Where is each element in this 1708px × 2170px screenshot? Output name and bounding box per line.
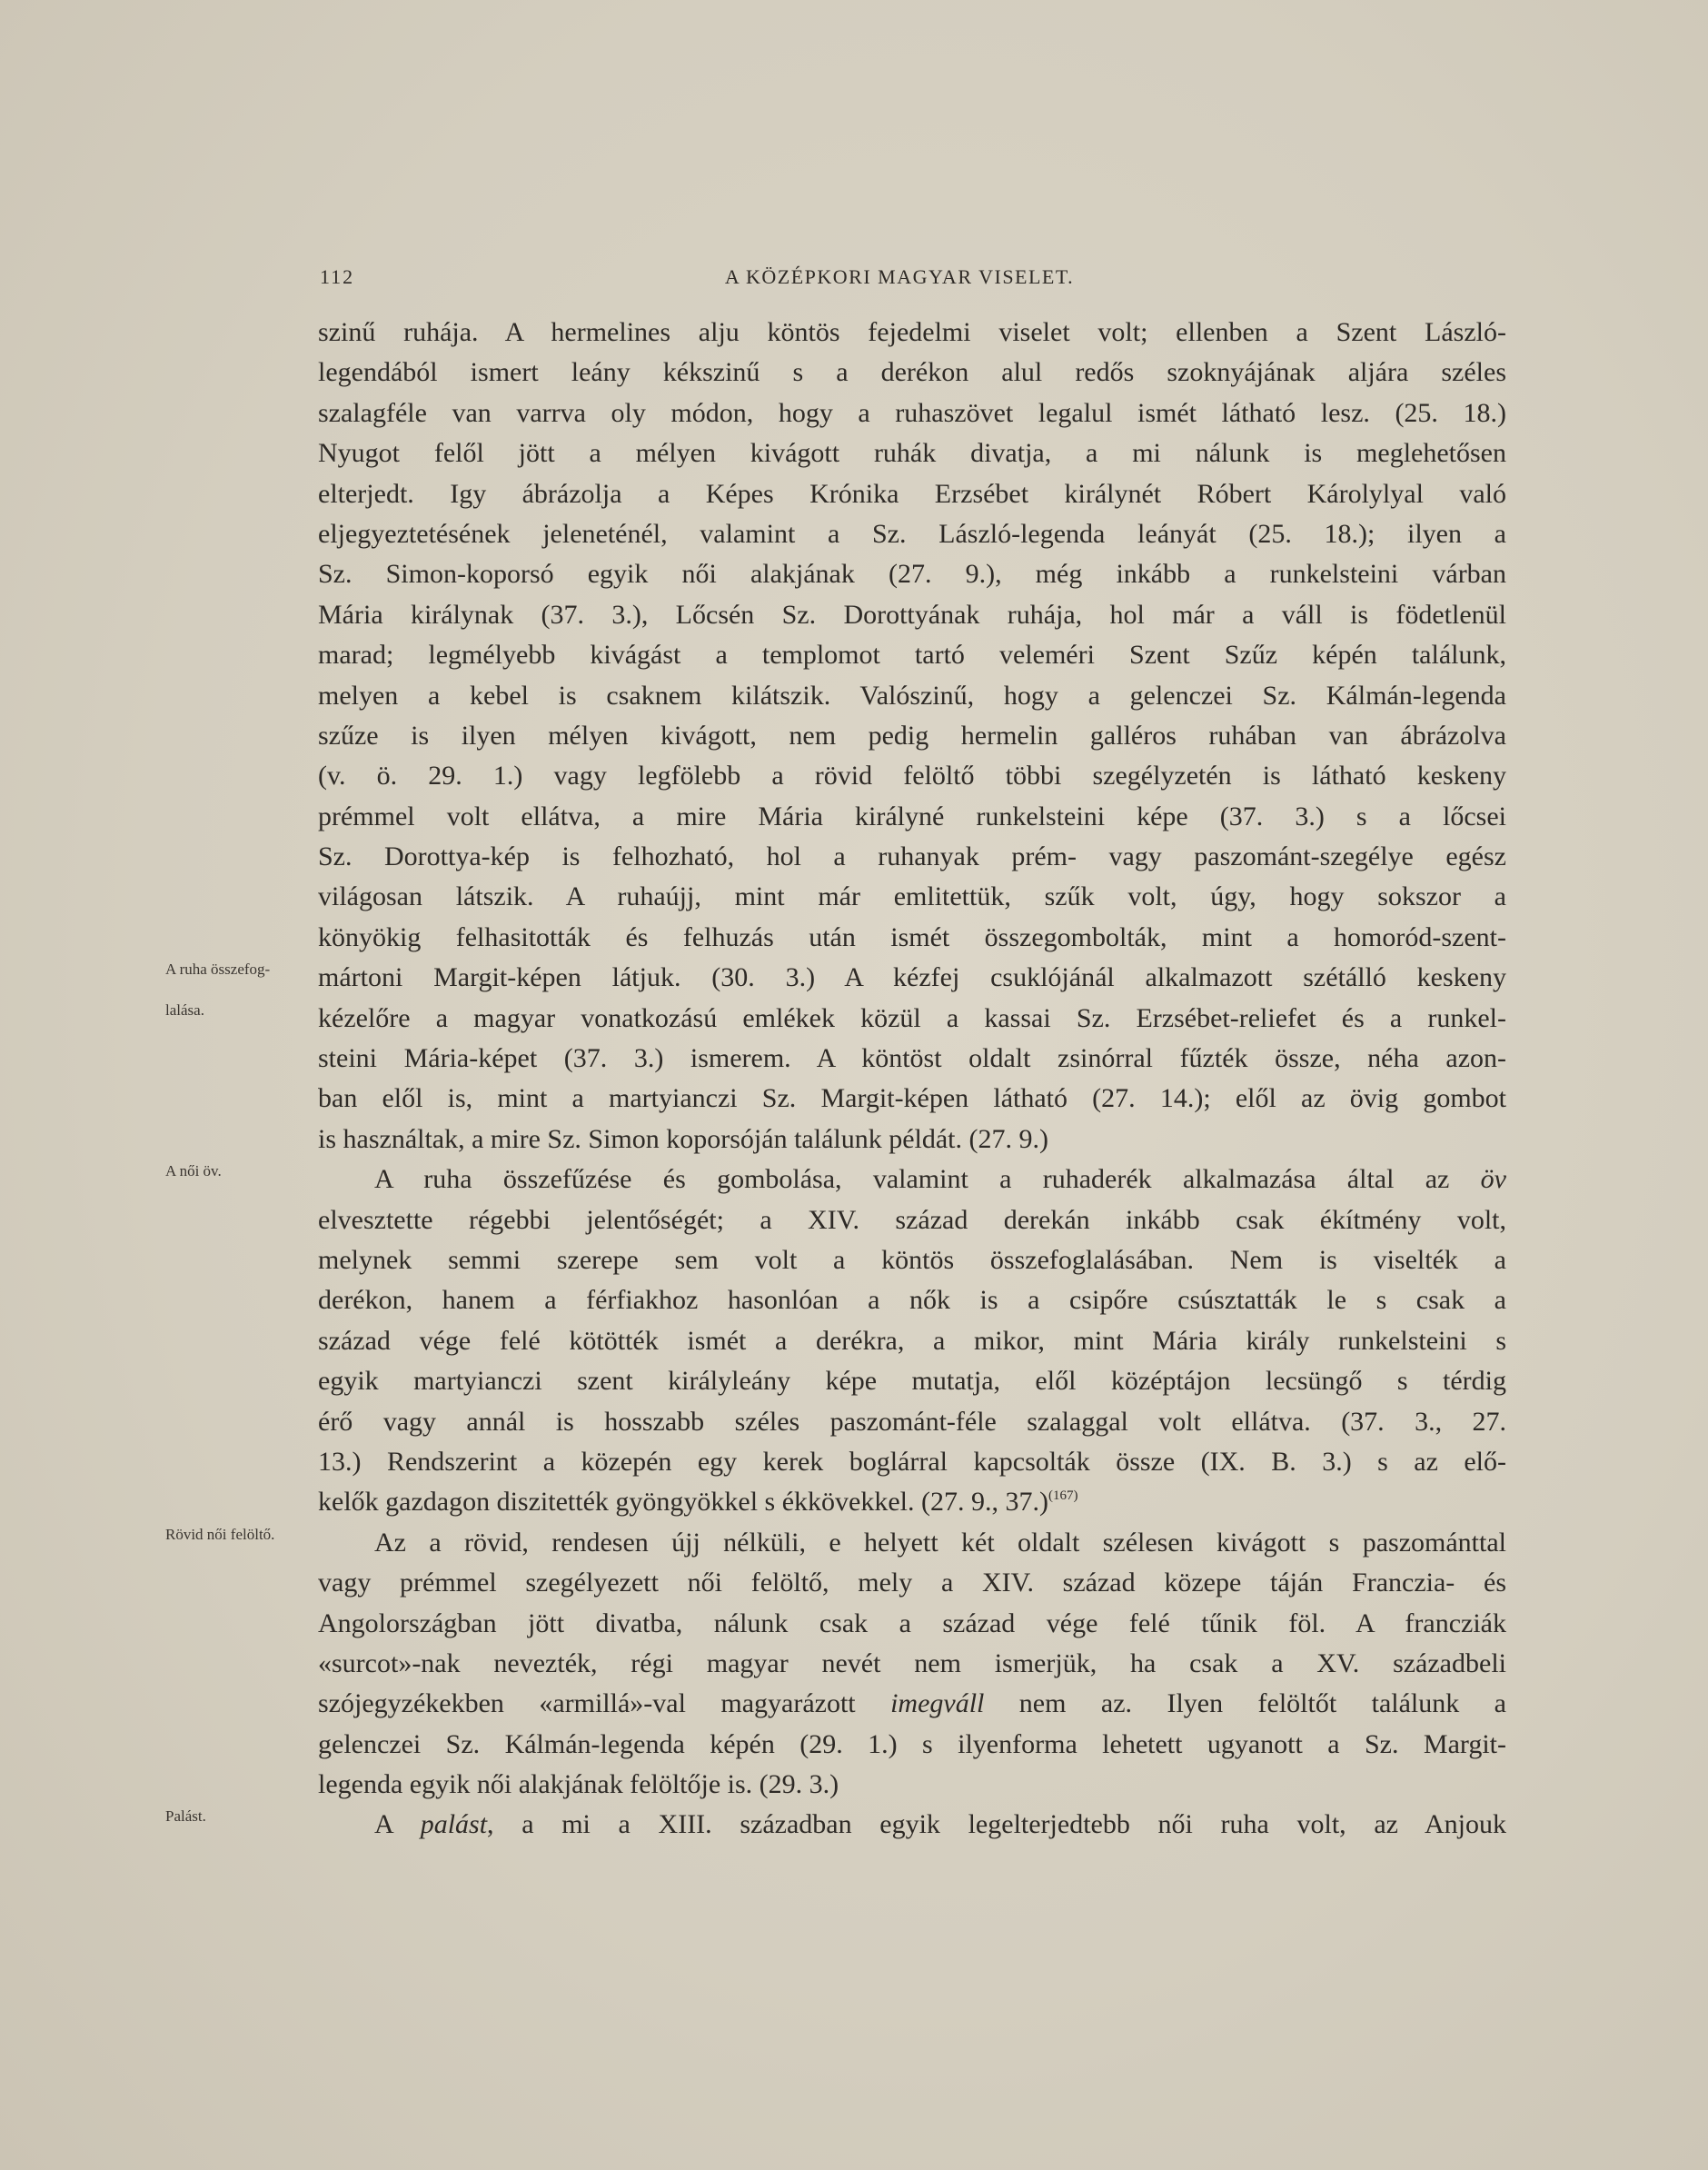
italic-term: imegváll: [890, 1688, 985, 1719]
text-line: [318, 514, 1506, 554]
text-line: [318, 1321, 1506, 1361]
text-line: [318, 877, 1506, 917]
text-segment: mártoni Margit-képen látjuk. (30. 3.) A kézfej csuklójánál alkalmazott szétálló keskeny: [318, 962, 1506, 993]
text-line: [318, 797, 1506, 837]
text-line: [165, 1160, 1506, 1199]
text-line: [318, 1563, 1506, 1603]
text-segment: könyökig felhasitották és felhuzás után ismét összegombolták, mint a homoród-szent-: [318, 921, 1506, 952]
italic-term: öv: [1480, 1164, 1506, 1195]
text-segment: ban elől is, mint a martyianczi Sz. Margit-képen látható (27. 14.); elől az övig gombot: [318, 1083, 1506, 1114]
text-line: [318, 1442, 1506, 1482]
text-segment: elterjedt. Igy ábrázolja a Képes Krónika Erzsébet királynét Róbert Károlylyal való: [318, 478, 1506, 509]
text-line: [165, 958, 1506, 998]
text-segment: is használtak, a mire Sz. Simon koporsóján találunk példát. (27. 9.): [318, 1123, 1048, 1154]
text-line: [318, 474, 1506, 514]
text-segment: Az a rövid, rendesen újj nélküli, e helyett két oldalt szélesen kivágott s paszománttal: [374, 1527, 1506, 1558]
text-line: [318, 1240, 1506, 1280]
text-line: [318, 918, 1506, 958]
text-line: [165, 1805, 1506, 1845]
footnote-ref: (167): [1048, 1488, 1078, 1504]
text-segment: marad; legmélyebb kivágást a templomot tartó veleméri Szent Szűz képén találunk,: [318, 640, 1506, 671]
text-line: [318, 1280, 1506, 1320]
text-segment: prémmel volt ellátva, a mire Mária királyné runkelsteini képe (37. 3.) s a lőcsei: [318, 801, 1506, 831]
running-head: A KÖZÉPKORI MAGYAR VISELET.: [724, 265, 1075, 288]
text-segment: Sz. Simon-koporsó egyik női alakjának (27. 9.), még inkább a runkelsteini várban: [318, 559, 1506, 590]
text-line: [318, 756, 1506, 796]
text-line: [318, 1725, 1506, 1765]
text-segment: század vége felé kötötték ismét a derékra, a mikor, mint Mária király runkelsteini s: [318, 1325, 1506, 1356]
text-segment: szójegyzékekben «armillá»-val magyarázott: [318, 1688, 891, 1719]
margin-note: lalása.: [165, 1000, 204, 1019]
text-line: [318, 393, 1506, 433]
text-segment: kézelőre a magyar vonatkozású emlékek közül a kassai Sz. Erzsébet-reliefet és a runkel-: [318, 1002, 1506, 1033]
text-line: [318, 635, 1506, 675]
text-line: [165, 999, 1506, 1039]
text-line: [318, 1644, 1506, 1684]
text-segment: Sz. Dorottya-kép is felhozható, hol a ruhanyak prém- vagy paszománt-szegélye egész: [318, 841, 1506, 872]
page-number: 112: [320, 265, 355, 288]
text-line: [318, 554, 1506, 594]
text-line: [318, 353, 1506, 393]
text-line: [318, 1079, 1506, 1119]
text-line: [318, 595, 1506, 635]
margin-note: Rövid női felöltő.: [165, 1525, 275, 1543]
text-segment: egyik martyianczi szent királyleány képe mutatja, elől középtájon lecsüngő s térdig: [318, 1366, 1506, 1397]
text-line: [318, 1361, 1506, 1401]
text-line: [165, 1523, 1506, 1563]
text-segment: A ruha összefűzése és gombolása, valamint a ruhaderék alkalmazása által az: [374, 1164, 1481, 1195]
text-line: [318, 1765, 1506, 1805]
text-line: [318, 1604, 1506, 1644]
text-segment: A: [374, 1809, 421, 1840]
text-segment: szalagféle van varrva oly módon, hogy a ruhaszövet legalul ismét látható lesz. (25. 18.): [318, 397, 1506, 428]
text-segment: Mária királynak (37. 3.), Lőcsén Sz. Dorottyának ruhája, hol már a váll is födetlenül: [318, 599, 1506, 630]
text-segment: elvesztette régebbi jelentőségét; a XIV. század derekán inkább csak ékítmény volt,: [318, 1204, 1506, 1235]
text-segment: világosan látszik. A ruhaújj, mint már emlitettük, szűk volt, úgy, hogy sokszor a: [318, 881, 1506, 912]
text-line: [318, 1039, 1506, 1079]
text-line: [318, 1684, 1506, 1724]
body-text: [165, 313, 1506, 1846]
text-segment: gelenczei Sz. Kálmán-legenda képén (29. 1.) s ilyenforma lehetett ugyanott a Sz. Margit-: [318, 1728, 1506, 1759]
margin-note: Palást.: [165, 1807, 206, 1826]
text-segment: érő vagy annál is hosszabb széles paszománt-féle szalaggal volt ellátva. (37. 3., 27.: [318, 1406, 1506, 1437]
text-segment: Nyugot felől jött a mélyen kivágott ruhák divatja, a mi nálunk is meglehetősen: [318, 438, 1506, 469]
text-line: [318, 1200, 1506, 1240]
text-segment: szinű ruhája. A hermelines alju köntös fejedelmi viselet volt; ellenben a Szent László-: [318, 317, 1506, 347]
text-segment: nem az. Ilyen felöltőt találunk a: [984, 1688, 1506, 1719]
text-line: [318, 1402, 1506, 1442]
text-segment: , a mi a XIII. században egyik legelterjedtebb női ruha volt, az Anjouk: [487, 1809, 1506, 1840]
text-line: [318, 837, 1506, 877]
text-segment: Angolországban jött divatba, nálunk csak a század vége felé tűnik föl. A francziák: [318, 1608, 1506, 1638]
text-line: [318, 676, 1506, 716]
text-segment: legenda egyik női alakjának felöltője is. (29. 3.): [318, 1769, 839, 1800]
text-segment: szűze is ilyen mélyen kivágott, nem pedig hermelin galléros ruhában van ábrázolva: [318, 720, 1506, 751]
text-line: [318, 716, 1506, 756]
text-segment: kelők gazdagon diszitették gyöngyökkel s ékkövekkel. (27. 9., 37.): [318, 1487, 1048, 1518]
text-segment: eljegyeztetésének jeleneténél, valamint a Sz. László-legenda leányát (25. 18.); ilyen a: [318, 518, 1506, 549]
text-segment: vagy prémmel szegélyezett női felöltő, mely a XIV. század közepe táján Franczia- és: [318, 1568, 1506, 1598]
text-line: [318, 1482, 1506, 1522]
text-segment: legendából ismert leány kékszinű s a derékon alul redős szoknyájának aljára széles: [318, 357, 1506, 388]
margin-note: A női öv.: [165, 1162, 222, 1180]
text-segment: 13.) Rendszerint a közepén egy kerek boglárral kapcsolták össze (IX. B. 3.) s az elő-: [318, 1446, 1506, 1477]
text-segment: «surcot»-nak nevezték, régi magyar nevét nem ismerjük, ha csak a XV. századbeli: [318, 1647, 1506, 1678]
text-segment: steini Mária-képet (37. 3.) ismerem. A köntöst oldalt zsinórral fűzték össze, néha azon-: [318, 1043, 1506, 1074]
text-segment: melynek semmi szerepe sem volt a köntös összefoglalásában. Nem is viselték a: [318, 1244, 1506, 1275]
text-segment: melyen a kebel is csaknem kilátszik. Valószinű, hogy a gelenczei Sz. Kálmán-legenda: [318, 680, 1506, 711]
text-line: [318, 1120, 1506, 1160]
text-segment: (v. ö. 29. 1.) vagy legfölebb a rövid felöltő többi szegélyzetén is látható keskeny: [318, 761, 1506, 791]
italic-term: palást: [420, 1809, 488, 1840]
margin-note: A ruha összefog-: [165, 961, 271, 979]
text-line: [318, 313, 1506, 353]
text-segment: derékon, hanem a férfiakhoz hasonlóan a nők is a csipőre csúsztatták le s csak a: [318, 1285, 1506, 1316]
text-line: [318, 433, 1506, 473]
